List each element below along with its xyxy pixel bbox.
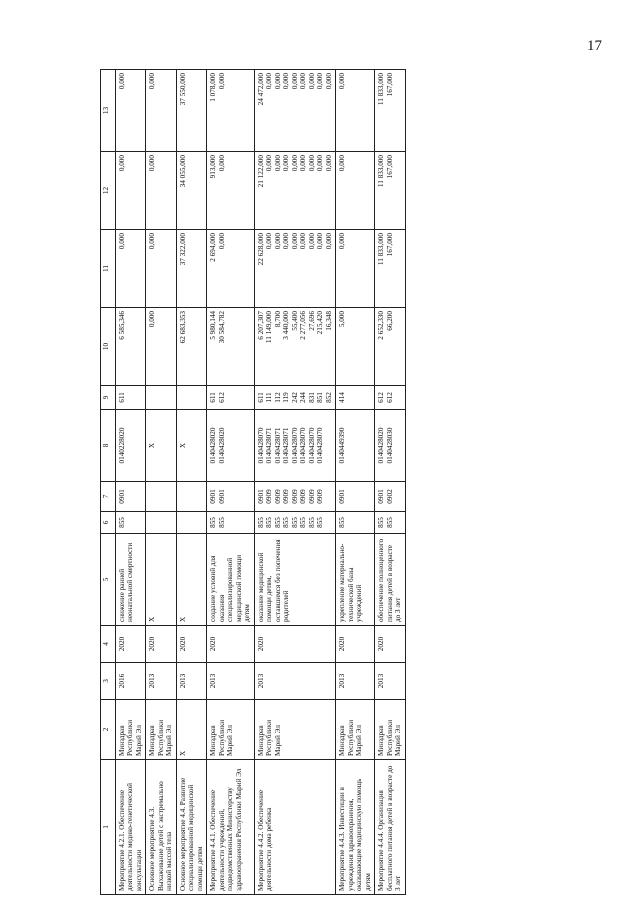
expected-result-cell: X [176,534,206,626]
expense-type-code-cell: 611 612 [207,386,254,410]
section-code-cell [146,482,176,512]
start-year-cell: 2013 [146,663,176,700]
target-item-code-cell: X [146,410,176,482]
amount-2018-cell: 34 055,000 [176,152,206,230]
column-header: 1 [101,760,116,895]
table-row [207,70,254,895]
end-year-cell: 2020 [176,626,206,663]
table-row [176,70,206,895]
activity-name-cell: Мероприятие 4.2.1. Обеспечение деятельности медико-генетической консультации [116,760,146,895]
column-header: 6 [101,512,116,534]
activity-name-cell: Основное мероприятие 4.4. Развитие специализированной медицинской помощи детям [176,760,206,895]
activity-name-cell: Мероприятие 4.4.3. Инвестиции в учреждения здравоохранения, оказывающие медицинскую помощь детям [336,760,375,895]
activity-name-cell: Основное мероприятие 4.3. Выхаживание детей с экстремально низкой массой тела [146,760,176,895]
amount-2016-cell: 0,000 [146,308,176,386]
amount-2016-cell: 5 980,144 30 584,782 [207,308,254,386]
column-header: 8 [101,410,116,482]
expected-result-cell: оказание медицинской помощи детям, оставшимся без попечения родителей [254,534,335,626]
table-row [116,70,146,895]
target-item-code-cell: 0140428070 0140428071 0140428071 0140428071 0140428070 0140428070 0140428070 0140428070 [254,410,335,482]
amount-2018-cell: 11 833,000 167,000 [375,152,405,230]
amount-2016-cell: 6 585,346 [116,308,146,386]
page-number: 17 [587,38,602,54]
section-code-cell: 0901 [336,482,375,512]
column-header: 12 [101,152,116,230]
column-header: 13 [101,70,116,152]
amount-2018-cell: 0,000 [116,152,146,230]
target-item-code-cell: 0140449390 [336,410,375,482]
column-header: 2 [101,700,116,760]
start-year-cell: 2013 [176,663,206,700]
end-year-cell: 2020 [146,626,176,663]
amount-2019-cell: 11 833,000 167,000 [375,70,405,152]
column-header: 11 [101,230,116,308]
column-header: 5 [101,534,116,626]
amount-2016-cell: 2 652,330 66,200 [375,308,405,386]
expense-type-code-cell: 611 [116,386,146,410]
amount-2019-cell: 1 078,000 0,000 [207,70,254,152]
activity-name-cell: Мероприятие 4.4.1. Обеспечение деятельности учреждений, подведомственных Министерству здравоохранения Республики Марий Эл [207,760,254,895]
start-year-cell: 2013 [336,663,375,700]
column-header: 4 [101,626,116,663]
amount-2019-cell: 24 472,000 0,000 0,000 0,000 0,000 0,000 0,000 0,000 0,000 [254,70,335,152]
budget-table [100,69,406,895]
start-year-cell: 2013 [375,663,405,700]
amount-2018-cell: 0,000 [336,152,375,230]
expense-type-code-cell [176,386,206,410]
rotated-table-frame [100,70,600,895]
amount-2016-cell: 5,000 [336,308,375,386]
header-row [101,70,116,895]
expected-result-cell: обеспечение полноценного питания детей в возрасте до 3 лет [375,534,405,626]
executor-cell: Минздрав Республики Марий Эл [116,700,146,760]
expense-type-code-cell [146,386,176,410]
section-code-cell [176,482,206,512]
grbs-code-cell [146,512,176,534]
executor-cell: Минздрав Республики Марий Эл [375,700,405,760]
grbs-code-cell: 855 855 855 855 855 855 855 855 [254,512,335,534]
executor-cell: X [176,700,206,760]
end-year-cell: 2020 [207,626,254,663]
table-row [254,70,335,895]
end-year-cell: 2020 [375,626,405,663]
expected-result-cell: снижение ранней неонатальной смертности [116,534,146,626]
start-year-cell: 2013 [254,663,335,700]
table-row [146,70,176,895]
amount-2019-cell: 0,000 [146,70,176,152]
target-item-code-cell: 0140228020 [116,410,146,482]
amount-2016-cell: 62 683,353 [176,308,206,386]
amount-2017-cell: 0,000 [116,230,146,308]
section-code-cell: 0901 [116,482,146,512]
amount-2019-cell: 0,000 [336,70,375,152]
target-item-code-cell: X [176,410,206,482]
target-item-code-cell: 0140428020 0140428020 [207,410,254,482]
amount-2017-cell: 22 628,000 0,000 0,000 0,000 0,000 0,000 0,000 0,000 0,000 [254,230,335,308]
start-year-cell: 2013 [207,663,254,700]
section-code-cell: 0901 0901 [207,482,254,512]
amount-2017-cell: 0,000 [336,230,375,308]
section-code-cell: 0901 0909 0909 0909 0909 0909 0909 0909 [254,482,335,512]
expected-result-cell: укрепление материально-технической базы учреждений [336,534,375,626]
amount-2017-cell: 37 322,000 [176,230,206,308]
table-container [100,70,600,895]
section-code-cell: 0901 0902 [375,482,405,512]
grbs-code-cell: 855 [116,512,146,534]
executor-cell: Минздрав Республики Марий Эл [146,700,176,760]
amount-2016-cell: 6 207,307 11 149,000 8,700 3 440,000 55,400 2 277,056 27,696 215,420 16,348 [254,308,335,386]
end-year-cell: 2020 [254,626,335,663]
amount-2019-cell: 0,000 [116,70,146,152]
table-row [375,70,405,895]
amount-2017-cell: 2 694,000 0,000 [207,230,254,308]
start-year-cell: 2016 [116,663,146,700]
grbs-code-cell: 855 855 [375,512,405,534]
activity-name-cell: Мероприятие 4.4.4. Организация бесплатного питания детей в возрасте до 3 лет [375,760,405,895]
table-row [336,70,375,895]
column-header: 7 [101,482,116,512]
expected-result-cell: создание условий для оказания специализированной медицинской помощи детям [207,534,254,626]
executor-cell: Минздрав Республики Марий Эл [254,700,335,760]
grbs-code-cell [176,512,206,534]
amount-2017-cell: 11 833,000 167,000 [375,230,405,308]
target-item-code-cell: 0140428020 0140428030 [375,410,405,482]
amount-2017-cell: 0,000 [146,230,176,308]
executor-cell: Минздрав Республики Марий Эл [336,700,375,760]
expense-type-code-cell: 612 612 [375,386,405,410]
end-year-cell: 2020 [116,626,146,663]
column-header: 10 [101,308,116,386]
executor-cell: Минздрав Республики Марий Эл [207,700,254,760]
column-header: 3 [101,663,116,700]
expense-type-code-cell: 611 111 112 119 242 244 831 851 852 [254,386,335,410]
end-year-cell: 2020 [336,626,375,663]
amount-2018-cell: 913,000 0,000 [207,152,254,230]
expected-result-cell: X [146,534,176,626]
amount-2018-cell: 21 122,000 0,000 0,000 0,000 0,000 0,000 0,000 0,000 0,000 [254,152,335,230]
grbs-code-cell: 855 855 [207,512,254,534]
amount-2019-cell: 37 550,000 [176,70,206,152]
grbs-code-cell: 855 [336,512,375,534]
amount-2018-cell: 0,000 [146,152,176,230]
expense-type-code-cell: 414 [336,386,375,410]
column-header: 9 [101,386,116,410]
activity-name-cell: Мероприятие 4.4.2. Обеспечение деятельности дома ребенка [254,760,335,895]
